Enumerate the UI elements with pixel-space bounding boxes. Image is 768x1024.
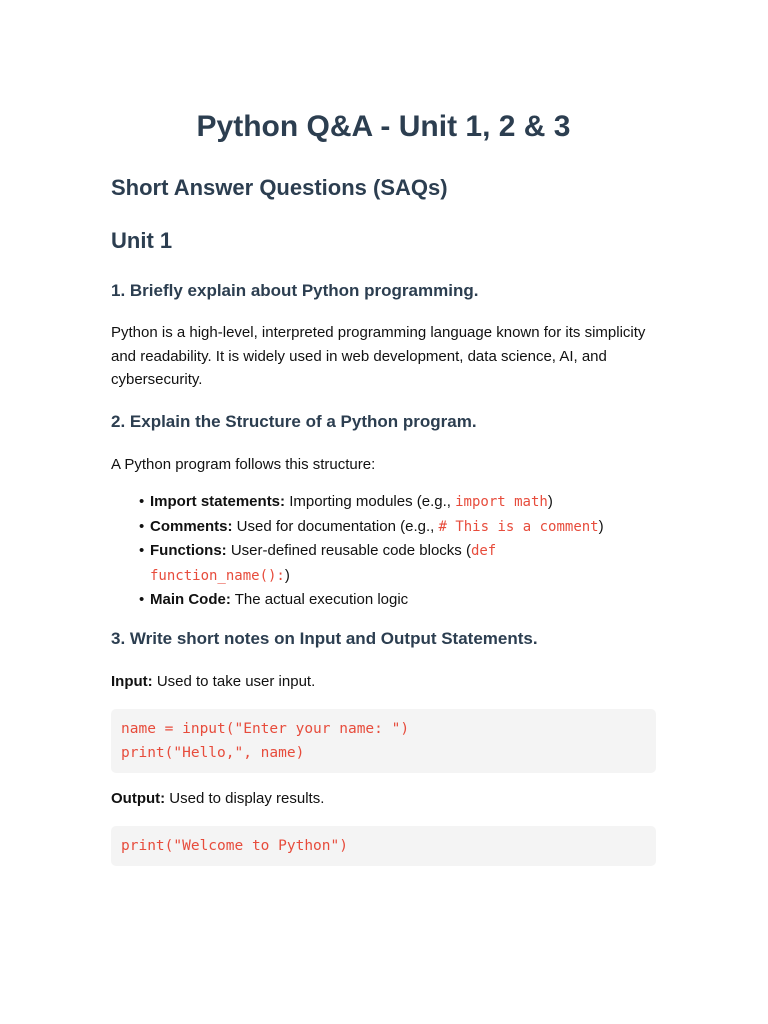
output-code-block: print("Welcome to Python"): [111, 826, 656, 866]
list-item-text: Importing modules (e.g.,: [285, 493, 456, 510]
section-heading: Short Answer Questions (SAQs): [111, 175, 448, 200]
output-text: Used to display results.: [165, 790, 325, 807]
output-description: [111, 787, 656, 811]
list-item: [139, 539, 639, 588]
list-item-label: Functions:: [150, 542, 227, 559]
inline-code: import math: [455, 494, 548, 510]
list-item: [139, 588, 639, 612]
inline-code: def function_name():: [150, 543, 497, 584]
list-item-text: Used for documentation (e.g.,: [232, 517, 439, 535]
input-description: [111, 670, 656, 694]
question-2-intro: A Python program follows this structure:: [111, 456, 376, 473]
list-item-text: User-defined reusable code blocks (: [226, 542, 471, 559]
list-item: [139, 515, 639, 540]
structure-list: [139, 490, 639, 612]
page-title: Python Q&A - Unit 1, 2 & 3: [196, 110, 571, 143]
list-item-text: The actual execution logic: [230, 591, 409, 608]
list-item-label: Main Code:: [150, 591, 231, 608]
input-code-block: name = input("Enter your name: ") print("Hello,", name): [111, 709, 656, 773]
list-item-text: ): [547, 493, 553, 510]
output-label: Output:: [111, 790, 166, 807]
unit-heading: Unit 1: [111, 228, 173, 253]
question-3-heading: 3. Write short notes on Input and Output Statements.: [111, 629, 538, 648]
list-item-label: Comments:: [150, 517, 233, 535]
question-1-answer: Python is a high-level, interpreted programming language known for its simplicity and readability. It is widely used in web development, data science, AI, and cybersecurity.: [111, 324, 646, 388]
list-item-text: ): [598, 517, 604, 535]
question-2-heading: 2. Explain the Structure of a Python program.: [111, 412, 477, 431]
input-label: Input:: [111, 673, 153, 690]
list-item-label: Import statements:: [150, 493, 286, 510]
input-text: Used to take user input.: [152, 673, 316, 690]
inline-code: # This is a comment: [438, 518, 599, 535]
list-item-text: ): [284, 566, 290, 584]
list-item: [139, 490, 639, 515]
question-1-heading: 1. Briefly explain about Python programming.: [111, 281, 479, 300]
